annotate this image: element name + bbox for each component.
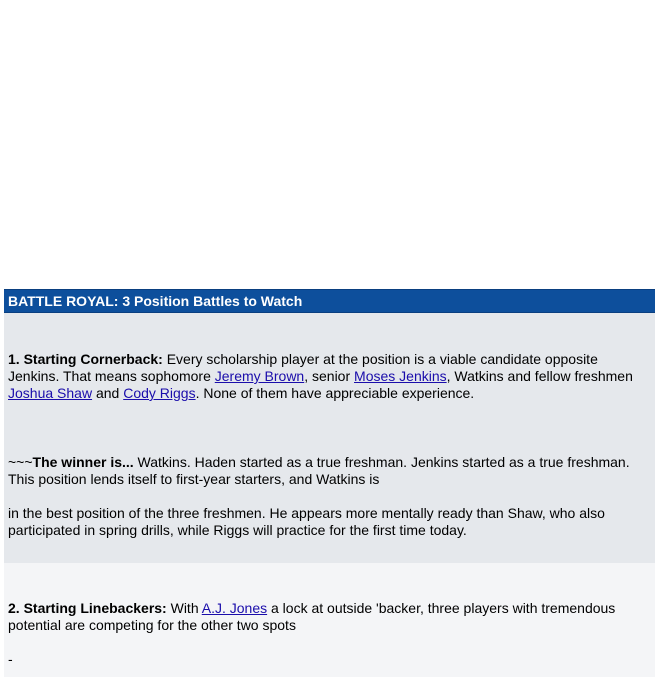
link-joshua-shaw[interactable]: Joshua Shaw	[8, 385, 93, 401]
linebacker-text-a: With	[166, 600, 202, 616]
linebacker-paragraph	[8, 563, 651, 634]
cornerback-panel	[4, 313, 655, 563]
winner-prefix: ~~~	[8, 454, 33, 470]
cornerback-text-e: . None of them have appreciable experience.	[195, 385, 475, 401]
linebacker-text-b: a lock at outside 'backer, three players with tremendous potential are competing for the other two spots	[8, 600, 616, 633]
winner-continuation: in the best position of the three freshmen. He appears more mentally ready than Shaw, who also participated in spring drills, while Riggs will practice for the first time today.	[8, 505, 605, 538]
linebacker-panel	[4, 563, 655, 677]
section-title: BATTLE ROYAL: 3 Position Battles to Watch	[4, 289, 655, 313]
link-jeremy-brown[interactable]: Jeremy Brown	[214, 368, 305, 384]
linebacker-heading: 2. Starting Linebackers:	[8, 600, 167, 616]
cornerback-heading: 1. Starting Cornerback:	[8, 351, 163, 367]
link-aj-jones[interactable]: A.J. Jones	[201, 600, 268, 616]
winner-text: Watkins. Haden started as a true freshman. Jenkins started as a true freshman. This position lends itself to first-year starters, and Watkins is	[8, 454, 630, 487]
cornerback-text-c: , Watkins and fellow freshmen	[446, 368, 633, 384]
article	[4, 289, 655, 677]
winner-paragraph	[8, 402, 651, 488]
cornerback-text-a: Every scholarship player at the position is a viable candidate opposite Jenkins. That means sophomore	[8, 351, 598, 384]
linebacker-dash: -	[8, 651, 13, 667]
winner-label: The winner is...	[32, 454, 134, 470]
link-moses-jenkins[interactable]: Moses Jenkins	[354, 368, 447, 384]
link-cody-riggs[interactable]: Cody Riggs	[123, 385, 196, 401]
cornerback-text-b: , senior	[304, 368, 355, 384]
cornerback-text-d: and	[92, 385, 124, 401]
cornerback-paragraph	[8, 313, 651, 402]
